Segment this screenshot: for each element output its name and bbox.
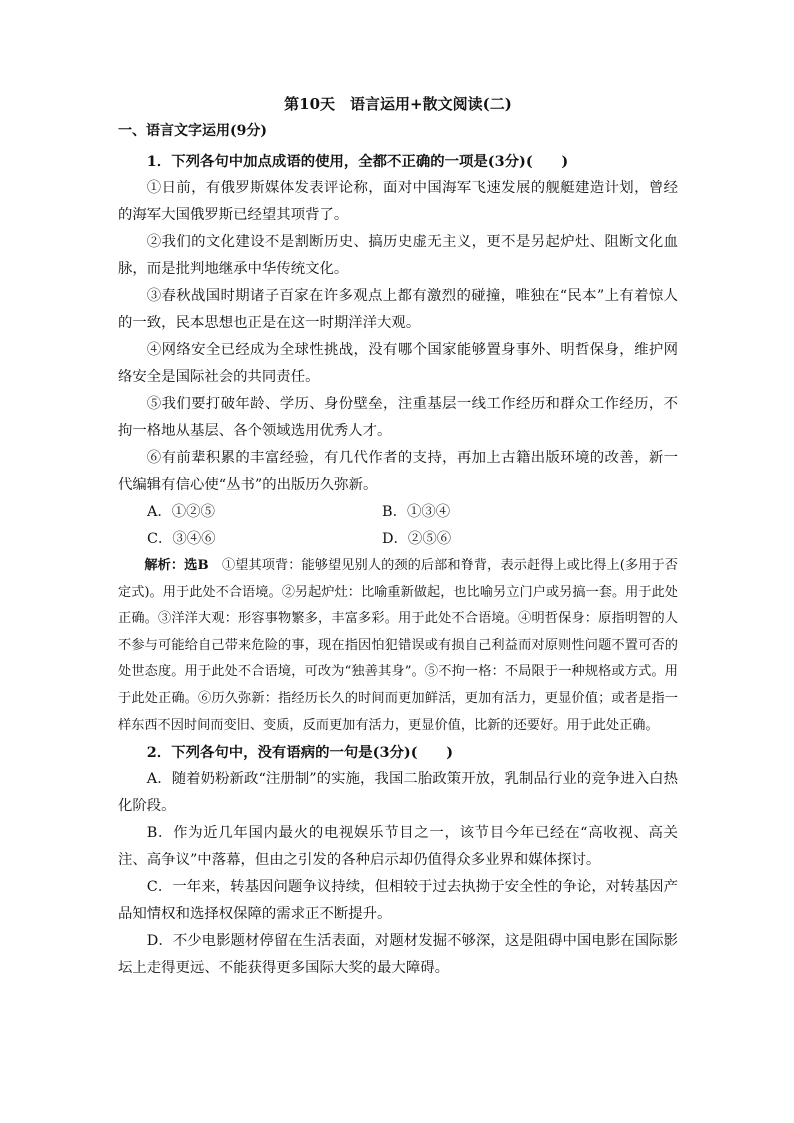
q1-explanation-lead: 解析：选B (144, 558, 209, 573)
q2-option-a: A．随着奶粉新政“注册制”的实施，我国二胎政策开放，乳制品行业的竞争进入白热化阶段。 (118, 771, 678, 815)
q1-option-c: C．③④⑥ (147, 531, 216, 547)
q1-sentence-4: ④网络安全已经成为全球性挑战，没有哪个国家能够置身事外、明哲保身，维护网络安全是国际社会的共同责任。 (118, 342, 678, 385)
q2-option-c: C．一年来，转基因问题争议持续，但相较于过去执拗于安全性的争论，对转基因产品知情权和选择权保障的需求正不断提升。 (118, 879, 678, 923)
q2-option-d: D．不少电影题材停留在生活表面，对题材发掘不够深，这是阻碍中国电影在国际影坛上走得更远、不能获得更多国际大奖的最大障碍。 (118, 933, 678, 977)
q2-option-b: B．作为近几年国内最火的电视娱乐节目之一，该节目今年已经在“高收视、高关注、高争议”中落幕，但由之引发的各种启示却仍值得众多业界和媒体探讨。 (118, 825, 678, 869)
question-1-stem: 1．下列各句中加点成语的使用，全都不正确的一项是(3分)( ) (146, 153, 569, 170)
q1-option-d: D．②⑤⑥ (382, 531, 452, 547)
q1-sentence-1: ①日前，有俄罗斯媒体发表评论称，面对中国海军飞速发展的舰艇建造计划，曾经的海军大国俄罗斯已经望其项背了。 (118, 180, 678, 223)
q1-sentence-5: ⑤我们要打破年龄、学历、身份壁垒，注重基层一线工作经历和群众工作经历，不拘一格地从基层、各个领域选用优秀人才。 (118, 396, 678, 439)
q1-sentence-6: ⑥有前辈积累的丰富经验，有几代作者的支持，再加上古籍出版环境的改善，新一代编辑有信心使“丛书”的出版历久弥新。 (118, 450, 678, 493)
q1-option-a: A．①②⑤ (147, 504, 215, 520)
q1-explanation (118, 553, 678, 739)
q1-sentence-3: ③春秋战国时期诸子百家在许多观点上都有激烈的碰撞，唯独在“民本”上有着惊人的一致，民本思想也正是在这一时期洋洋大观。 (118, 288, 678, 331)
section-heading: 一、语言文字运用(9分) (118, 123, 267, 139)
page-title: 第10天 语言运用+散文阅读(二) (284, 95, 512, 113)
question-2-stem: 2．下列各句中，没有语病的一句是(3分)( ) (146, 744, 454, 762)
q1-option-b: B．①③④ (382, 504, 451, 520)
document-page (118, 94, 678, 982)
q1-options-row-1 (118, 499, 678, 526)
q1-options-row-2 (118, 526, 678, 553)
q1-sentence-2: ②我们的文化建设不是割断历史、搞历史虚无主义，更不是另起炉灶、阻断文化血脉，而是批判地继承中华传统文化。 (118, 234, 678, 277)
q1-explanation-body: ①望其项背：能够望见别人的颈的后部和脊背，表示赶得上或比得上(多用于否定式)。用于此处不合语境。②另起炉灶：比喻重新做起，也比喻另立门户或另搞一套。用于此处正确。③洋洋大观：形容事物繁多，丰富多彩。用于此处不合语境。④明哲保身：原指明智的人不参与可能给自己带来危险的事，现在指因怕犯错误或有损自己利益而对原则性问题不置可否的处世态度。用于此处不合语境，可改为“独善其身”。⑤不拘一格：不局限于一种规格或方式。用于此处正确。⑥历久弥新：指经历长久的时间而更加鲜活，更加有活力，更显价值；或者是指一样东西不因时间而变旧、变质，反而更加有活力，更显价值，比新的还要好。用于此处正确。 (118, 558, 678, 733)
